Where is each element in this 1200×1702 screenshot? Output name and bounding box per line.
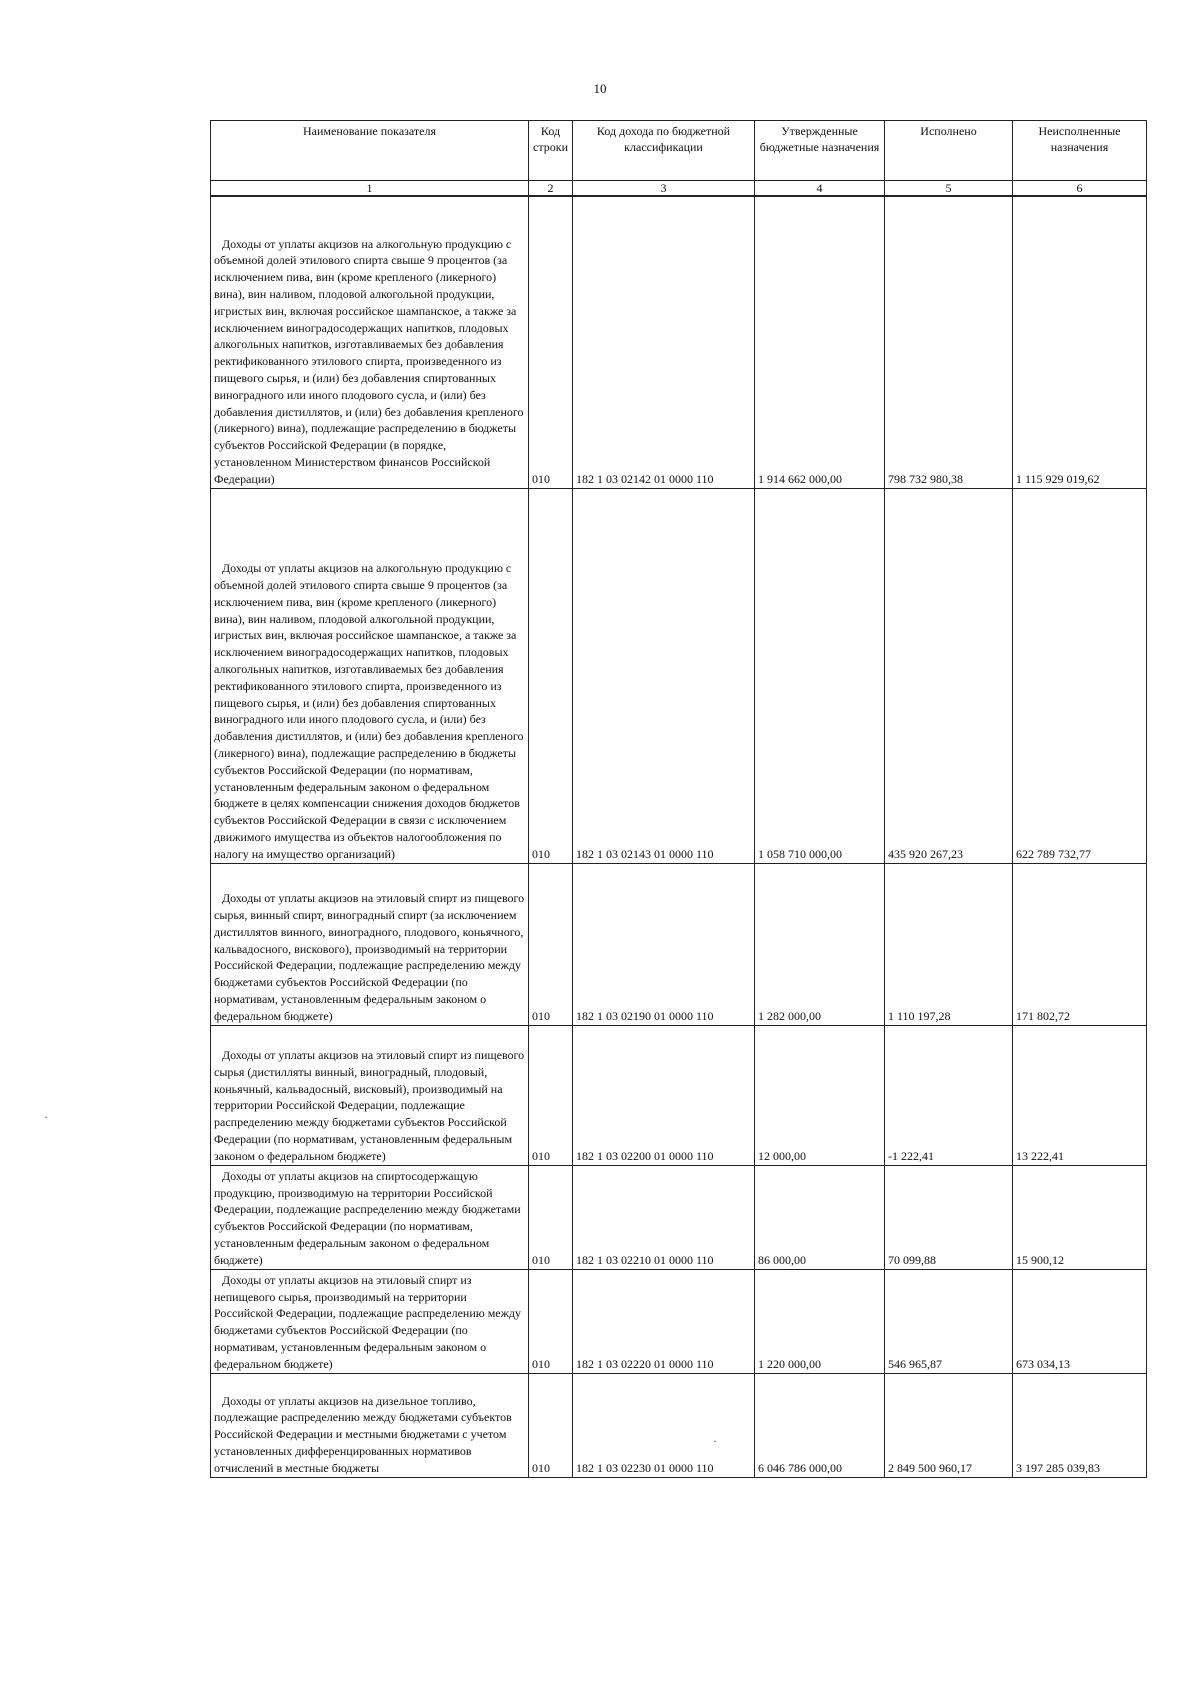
row-executed-amount: 1 110 197,28 (885, 863, 1013, 1025)
table-row (211, 196, 1147, 488)
row-unexecuted-amount: 3 197 285 039,83 (1013, 1373, 1147, 1477)
row-line-code: 010 (529, 1269, 573, 1373)
row-executed-amount: 546 965,87 (885, 1269, 1013, 1373)
row-kbk-code: 182 1 03 02142 01 0000 110 (573, 196, 755, 488)
column-number: 5 (885, 181, 1013, 197)
row-indicator-name: Доходы от уплаты акцизов на дизельное топливо, подлежащие распределению между бюджетами субъектов Российской Федерации и местными бюджетами с учетом установленных дифференцированных нормативов отчислений в местные бюджеты (211, 1373, 529, 1477)
row-kbk-code: 182 1 03 02143 01 0000 110 (573, 488, 755, 863)
column-number: 6 (1013, 181, 1147, 197)
row-kbk-code: 182 1 03 02220 01 0000 110 (573, 1269, 755, 1373)
row-approved-amount: 6 046 786 000,00 (755, 1373, 885, 1477)
row-unexecuted-amount: 673 034,13 (1013, 1269, 1147, 1373)
table-row (211, 863, 1147, 1025)
row-approved-amount: 1 282 000,00 (755, 863, 885, 1025)
row-executed-amount: 70 099,88 (885, 1165, 1013, 1269)
table-row (211, 1165, 1147, 1269)
row-kbk-code: 182 1 03 02230 01 0000 110 (573, 1373, 755, 1477)
row-kbk-code: 182 1 03 02210 01 0000 110 (573, 1165, 755, 1269)
header-approved-budget: Утвержденные бюджетные назначения (755, 121, 885, 181)
column-number: 3 (573, 181, 755, 197)
table-header-row (211, 121, 1147, 181)
scan-speck: · (713, 1434, 717, 1448)
row-indicator-name: Доходы от уплаты акцизов на этиловый спирт из пищевого сырья (дистилляты винный, виноградный, плодовый, коньячный, кальвадосный, висковый), производимый на территории Российской Федерации, подлежащие распределению между бюджетами субъектов Российской Федерации (по нормативам, установленным федеральным законом о федеральном бюджете) (211, 1025, 529, 1165)
row-approved-amount: 1 914 662 000,00 (755, 196, 885, 488)
row-line-code: 010 (529, 488, 573, 863)
page-number: 10 (593, 81, 607, 96)
header-budget-classification-code: Код дохода по бюджетной классификации (573, 121, 755, 181)
row-executed-amount: 798 732 980,38 (885, 196, 1013, 488)
column-number: 4 (755, 181, 885, 197)
row-unexecuted-amount: 171 802,72 (1013, 863, 1147, 1025)
header-unexecuted: Неисполненные назначения (1013, 121, 1147, 181)
row-executed-amount: -1 222,41 (885, 1025, 1013, 1165)
row-line-code: 010 (529, 1165, 573, 1269)
row-approved-amount: 86 000,00 (755, 1165, 885, 1269)
column-number: 1 (211, 181, 529, 197)
table-row (211, 488, 1147, 863)
table-row (211, 1269, 1147, 1373)
row-approved-amount: 1 220 000,00 (755, 1269, 885, 1373)
row-approved-amount: 1 058 710 000,00 (755, 488, 885, 863)
revenue-execution-table (210, 120, 1147, 1478)
row-line-code: 010 (529, 863, 573, 1025)
column-number: 2 (529, 181, 573, 197)
row-indicator-name: Доходы от уплаты акцизов на алкогольную продукцию с объемной долей этилового спирта свыше 9 процентов (за исключением пива, вин (кроме крепленого (ликерного) вина), вин наливом, плодовой алкогольной продукции, игристых вин, включая российское шампанское, а также за исключением виноградосодержащих напитков, плодовых алкогольных напитков, изготавливаемых без добавления ректификованного этилового спирта, произведенного из пищевого сырья, и (или) без добавления спиртованных виноградного или иного плодового сусла, и (или) без добавления дистиллятов, и (или) без добавления крепленого (ликерного) вина), подлежащие распределению в бюджеты субъектов Российской Федерации (по нормативам, установленным федеральным законом о федеральном бюджете в целях компенсации снижения доходов бюджетов субъектов Российской Федерации в связи с исключением движимого имущества из объектов налогообложения по налогу на имущество организаций) (211, 488, 529, 863)
row-executed-amount: 2 849 500 960,17 (885, 1373, 1013, 1477)
row-unexecuted-amount: 13 222,41 (1013, 1025, 1147, 1165)
row-line-code: 010 (529, 1373, 573, 1477)
row-unexecuted-amount: 15 900,12 (1013, 1165, 1147, 1269)
header-executed: Исполнено (885, 121, 1013, 181)
table-row (211, 1373, 1147, 1477)
column-number-row (211, 181, 1147, 197)
row-approved-amount: 12 000,00 (755, 1025, 885, 1165)
row-unexecuted-amount: 622 789 732,77 (1013, 488, 1147, 863)
row-indicator-name: Доходы от уплаты акцизов на алкогольную продукцию с объемной долей этилового спирта свыше 9 процентов (за исключением пива, вин (кроме крепленого (ликерного) вина), вин наливом, плодовой алкогольной продукции, игристых вин, включая российское шампанское, а также за исключением виноградосодержащих напитков, плодовых алкогольных напитков, изготавливаемых без добавления ректификованного этилового спирта, произведенного из пищевого сырья, и (или) без добавления спиртованных виноградного или иного плодового сусла, и (или) без добавления дистиллятов, и (или) без добавления крепленого (ликерного) вина), подлежащие распределению в бюджеты субъектов Российской Федерации (в порядке, установленном Министерством финансов Российской Федерации) (211, 196, 529, 488)
header-line-code: Код строки (529, 121, 573, 181)
table-row (211, 1025, 1147, 1165)
row-line-code: 010 (529, 1025, 573, 1165)
header-indicator-name: Наименование показателя (211, 121, 529, 181)
row-indicator-name: Доходы от уплаты акцизов на этиловый спирт из непищевого сырья, производимый на территории Российской Федерации, подлежащие распределению между бюджетами субъектов Российской Федерации (по нормативам, установленным федеральным законом о федеральном бюджете) (211, 1269, 529, 1373)
row-unexecuted-amount: 1 115 929 019,62 (1013, 196, 1147, 488)
row-line-code: 010 (529, 196, 573, 488)
row-indicator-name: Доходы от уплаты акцизов на спиртосодержащую продукцию, производимую на территории Российской Федерации, подлежащие распределению между бюджетами субъектов Российской Федерации (по нормативам, установленным федеральным законом о федеральном бюджете) (211, 1165, 529, 1269)
scan-speck: · (44, 1110, 48, 1124)
row-kbk-code: 182 1 03 02200 01 0000 110 (573, 1025, 755, 1165)
row-kbk-code: 182 1 03 02190 01 0000 110 (573, 863, 755, 1025)
row-indicator-name: Доходы от уплаты акцизов на этиловый спирт из пищевого сырья, винный спирт, виноградный спирт (за исключением дистиллятов винного, виноградного, плодового, коньячного, кальвадосного, вискового), производимый на территории Российской Федерации, подлежащие распределению между бюджетами субъектов Российской Федерации (по нормативам, установленным федеральным законом о федеральном бюджете) (211, 863, 529, 1025)
row-executed-amount: 435 920 267,23 (885, 488, 1013, 863)
